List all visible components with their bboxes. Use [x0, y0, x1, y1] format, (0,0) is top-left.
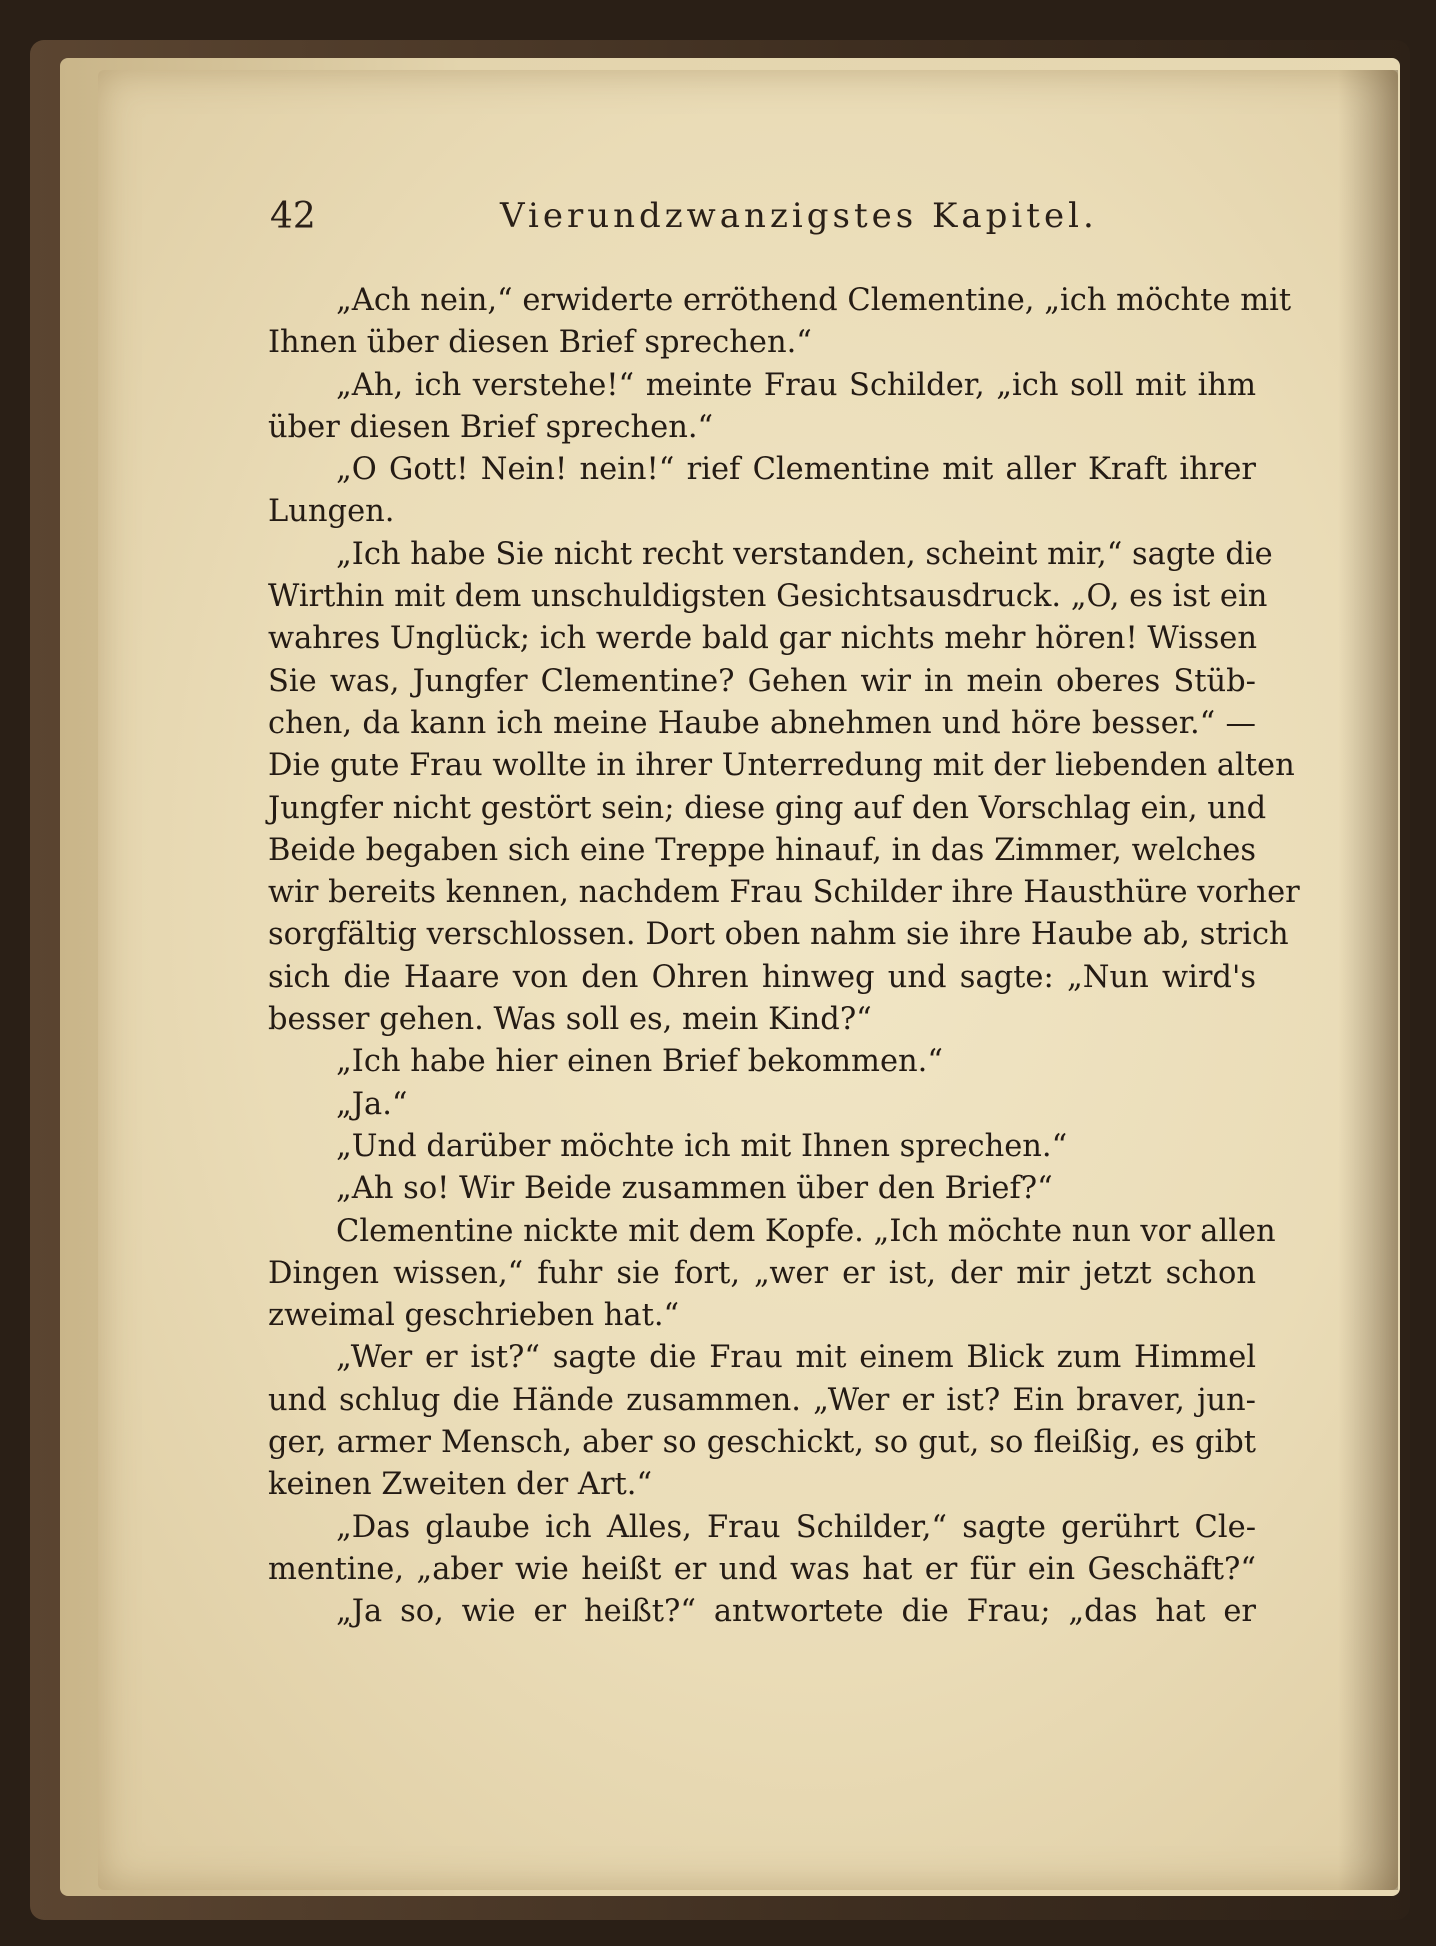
text-line: besser gehen. Was soll es, mein Kind?“ [268, 1002, 872, 1038]
running-title: Vierundzwanzigstes Kapitel. [500, 196, 1098, 236]
text-line: Die gute Frau wollte in ihrer Unterredung mit der liebenden alten [268, 748, 1295, 784]
text-line: „Ich habe hier einen Brief bekommen.“ [336, 1044, 943, 1080]
text-line: mentine, „aber wie heißt er und was hat er für ein Geschäft?“ [268, 1551, 1256, 1587]
text-line: über diesen Brief sprechen.“ [268, 409, 714, 445]
body-text [268, 280, 1300, 1634]
text-line: „Ja so, wie er heißt?“ antwortete die Frau; „das hat er [336, 1594, 1256, 1630]
text-line: Ihnen über diesen Brief sprechen.“ [268, 325, 812, 361]
text-line: „Ja.“ [336, 1086, 408, 1122]
text-line: sorgfältig verschlossen. Dort oben nahm sie ihre Haube ab, strich [268, 917, 1289, 953]
text-line: „O Gott! Nein! nein!“ rief Clementine mit aller Kraft ihrer [336, 452, 1256, 488]
page-gutter-shadow [1338, 70, 1398, 1890]
text-line: „Wer er ist?“ sagte die Frau mit einem Blick zum Himmel [336, 1340, 1256, 1376]
text-line: Sie was, Jungfer Clementine? Gehen wir in mein oberes Stüb- [268, 663, 1256, 699]
text-line: chen, da kann ich meine Haube abnehmen und höre besser.“ — [268, 705, 1256, 741]
text-line: „Und darüber möchte ich mit Ihnen sprechen.“ [336, 1128, 1068, 1164]
text-line: „Ah, ich verstehe!“ meinte Frau Schilder, „ich soll mit ihm [336, 367, 1256, 403]
text-line: Beide begaben sich eine Treppe hinauf, in das Zimmer, welches [268, 832, 1256, 868]
text-line: zweimal geschrieben hat.“ [268, 1298, 680, 1334]
page-number: 42 [270, 196, 316, 237]
text-line: sich die Haare von den Ohren hinweg und sagte: „Nun wird's [268, 959, 1256, 995]
text-line: „Ich habe Sie nicht recht verstanden, scheint mir,“ sagte die [336, 536, 1273, 572]
text-line: und schlug die Hände zusammen. „Wer er ist? Ein braver, jun- [268, 1382, 1256, 1418]
text-line: „Ach nein,“ erwiderte erröthend Clementine, „ich möchte mit [336, 283, 1292, 318]
text-line: keinen Zweiten der Art.“ [268, 1467, 653, 1503]
text-line: wir bereits kennen, nachdem Frau Schilder ihre Hausthüre vorher [268, 875, 1300, 911]
text-line: Dingen wissen,“ fuhr sie fort, „wer er ist, der mir jetzt schon [268, 1255, 1256, 1291]
text-line: Lungen. [268, 494, 395, 530]
text-line: ger, armer Mensch, aber so geschickt, so gut, so fleißig, es gibt [268, 1425, 1256, 1461]
text-line: Jungfer nicht gestört sein; diese ging auf den Vorschlag ein, und [268, 790, 1267, 826]
text-line: „Das glaube ich Alles, Frau Schilder,“ sagte gerührt Cle- [336, 1509, 1256, 1545]
text-line: Clementine nickte mit dem Kopfe. „Ich möchte nun vor allen [336, 1213, 1276, 1249]
text-line: Wirthin mit dem unschuldigsten Gesichtsausdruck. „O, es ist ein [268, 579, 1268, 615]
text-line: „Ah so! Wir Beide zusammen über den Brief?“ [336, 1171, 1053, 1207]
text-line: wahres Unglück; ich werde bald gar nichts mehr hören! Wissen [268, 621, 1257, 657]
